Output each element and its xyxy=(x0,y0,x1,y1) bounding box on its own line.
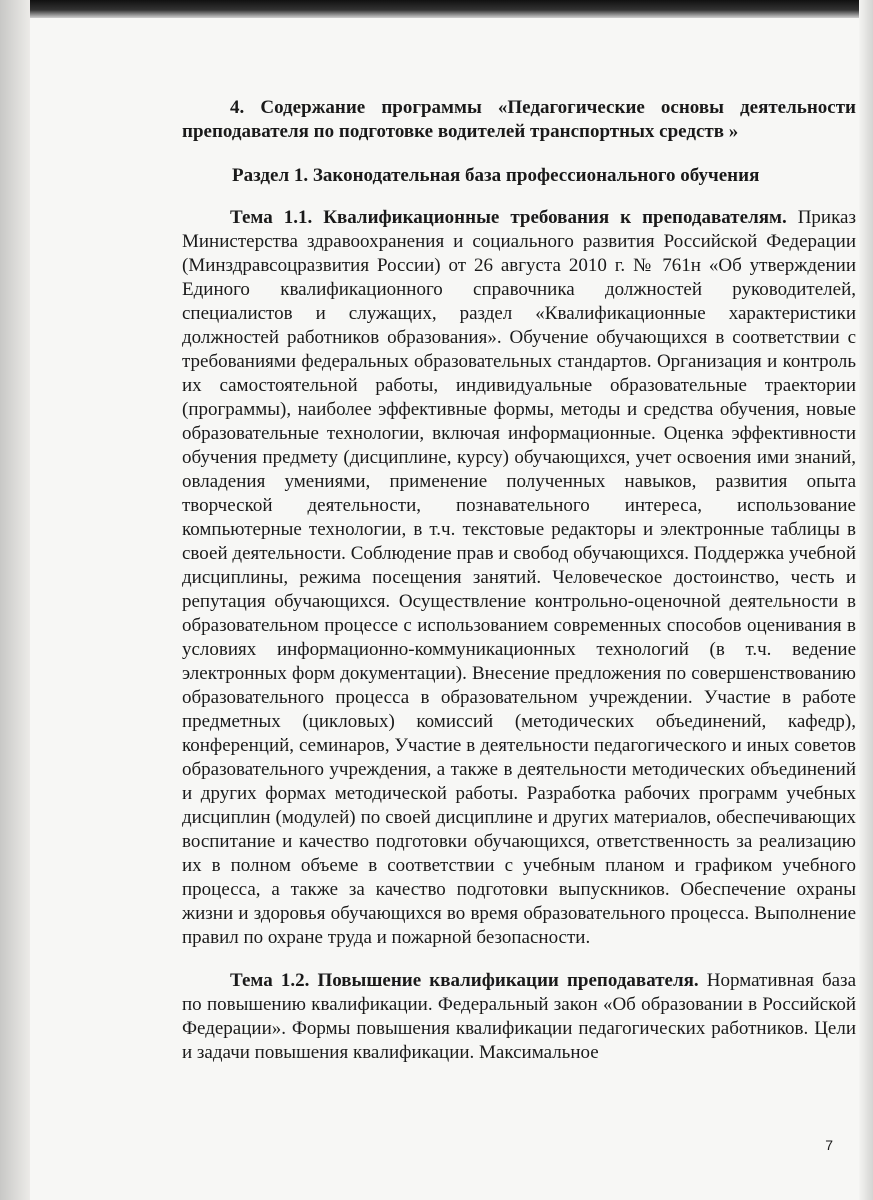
section-title: Раздел 1. Законодательная база профессионального обучения xyxy=(232,165,760,186)
topic-title-2: Тема 1.2. Повышение квалификации преподавателя. xyxy=(230,970,699,991)
scan-shadow-left xyxy=(0,0,30,1200)
topic-paragraph-1 xyxy=(182,206,856,950)
topic-text-1: Приказ Министерства здравоохранения и социального развития Российской Федерации (Минздравсоцразвития России) от 26 августа 2010 г. № 761н «Об утверждении Единого квалификационного справочника должностей руководителей, специалистов и служащих, раздел «Квалификационные характеристики должностей работников образования». Обучение обучающихся в соответствии с требованиями федеральных образовательных стандартов. Организация и контроль их самостоятельной работы, индивидуальные образовательные траектории (программы), наиболее эффективные формы, методы и средства обучения, новые образовательные технологии, включая информационные. Оценка эффективности обучения предмету (дисциплине, курсу) обучающихся, учет освоения ими знаний, овладения умениями, применение полученных навыков, развития опыта творческой деятельности, познавательного интереса, использование компьютерные технологии, в т.ч. текстовые редакторы и электронные таблицы в своей деятельности. Соблюдение прав и свобод обучающихся. Поддержка учебной дисциплины, режима посещения занятий. Человеческое достоинство, честь и репутация обучающихся. Осуществление контрольно-оценочной деятельности в образовательном процессе с использованием современных способов оценивания в условиях информационно-коммуникационных технологий (в т.ч. ведение электронных форм документации). Внесение предложения по совершенствованию образовательного процесса в образовательном учреждении. Участие в работе предметных (цикловых) комиссий (методических объединений, кафедр), конференций, семинаров, Участие в деятельности педагогического и иных советов образовательного учреждения, а также в деятельности методических объединений и других формах методической работы. Разработка рабочих программ учебных дисциплин (модулей) по своей дисциплине и других материалов, обеспечивающих воспитание и качество подготовки обучающихся, ответственность за реализацию их в полном объеме в соответствии с учебным планом и графиком учебного процесса, а также за качество подготовки выпускников. Обеспечение охраны жизни и здоровья обучающихся во время образовательного процесса. Выполнение правил по охране труда и пожарной безопасности. xyxy=(182,207,856,948)
topic-text-2: Нормативная база по повышению квалификации. Федеральный закон «Об образовании в Российской Федерации». Формы повышения квалификации педагогических работников. Цели и задачи повышения квалификации. Максимальное xyxy=(182,970,856,1063)
topic-title-1: Тема 1.1. Квалификационные требования к преподавателям. xyxy=(230,207,787,228)
topic-paragraph-2 xyxy=(182,969,856,1065)
page-number: 7 xyxy=(825,1137,833,1153)
scan-shadow-top xyxy=(0,0,873,18)
document-page xyxy=(182,96,856,1084)
scan-shadow-right xyxy=(859,0,873,1200)
program-heading: 4. Содержание программы «Педагогические основы деятельности преподавателя по подготовке водителей транспортных средств » xyxy=(182,97,856,142)
